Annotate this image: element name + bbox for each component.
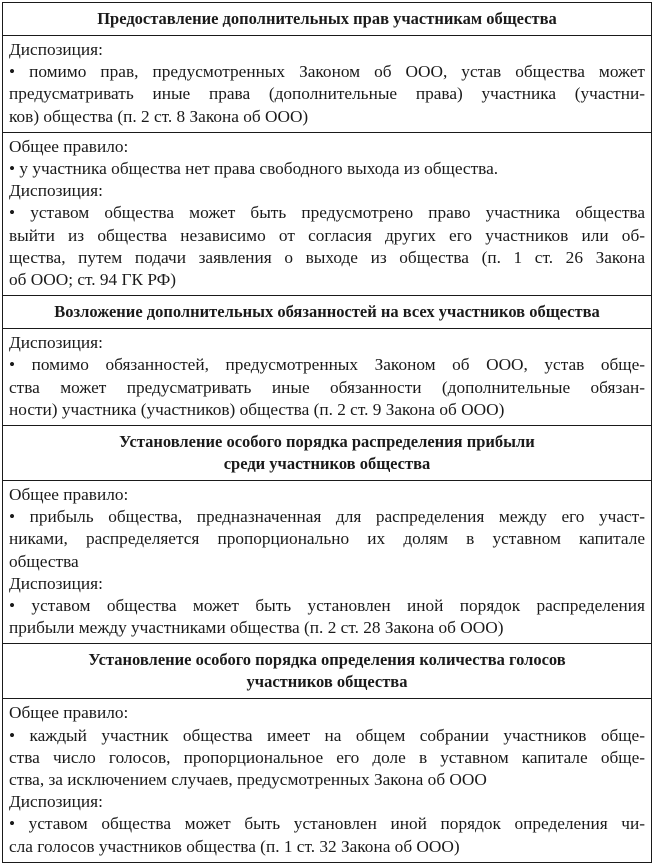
- text-line: ства, за исключением случаев, предусмотренных Закона об ООО: [9, 770, 487, 790]
- text-line: • у участника общества нет права свободного выхода из общества.: [9, 159, 499, 179]
- heading-line: Возложение дополнительных обязанностей на всех участников общества: [54, 302, 600, 322]
- text-line: • прибыль общества, предназначенная для распределения между его участ-: [9, 507, 645, 527]
- section-heading: [3, 425, 651, 480]
- document-table: [2, 2, 652, 863]
- text-line: Диспозиция:: [9, 792, 103, 812]
- text-line: никами, распределяется пропорционально их долям в уставном капитале: [9, 529, 645, 549]
- text-line: щества, путем подачи заявления о выходе из общества (п. 1 ст. 26 Закона: [9, 247, 645, 267]
- heading-line: Установление особого порядка определения количества голосов: [88, 650, 566, 670]
- text-line: Общее правило:: [9, 703, 129, 723]
- text-line: • уставом общества может быть установлен иной порядок распределения: [9, 596, 645, 616]
- text-line: Диспозиция:: [9, 333, 103, 353]
- section-body: [3, 35, 651, 132]
- text-line: • уставом общества может быть установлен иной порядок определения чи-: [9, 814, 645, 834]
- text-line: общества: [9, 551, 79, 571]
- text-line: Диспозиция:: [9, 181, 103, 201]
- text-line: • каждый участник общества имеет на общем собрании участников обще-: [9, 725, 645, 745]
- heading-line: Предоставление дополнительных прав участникам общества: [97, 9, 557, 28]
- text-line: • помимо прав, предусмотренных Законом об ООО, устав общества может: [9, 62, 645, 82]
- section-heading: [3, 295, 651, 328]
- text-line: • уставом общества может быть предусмотрено право участника общества: [9, 203, 645, 223]
- section-body: [3, 698, 651, 861]
- text-line: ства может предусматривать иные обязанности (дополнительные обязан-: [9, 377, 645, 397]
- text-line: выйти из общества независимо от согласия других его участников или об-: [9, 225, 645, 245]
- text-line: ства число голосов, пропорциональное его доле в уставном капитале обще-: [9, 747, 645, 767]
- text-line: предусматривать иные права (дополнительные права) участника (участни-: [9, 84, 645, 104]
- section-body: [3, 132, 651, 295]
- heading-line: участников общества: [246, 672, 408, 692]
- text-line: сла голосов участников общества (п. 1 ст. 32 Закона об ООО): [9, 836, 460, 856]
- text-line: ности) участника (участников) общества (п. 2 ст. 9 Закона об ООО): [9, 399, 505, 419]
- text-line: Диспозиция:: [9, 40, 103, 59]
- section-body: [3, 328, 651, 425]
- section-heading: [3, 3, 651, 35]
- text-line: об ООО; ст. 94 ГК РФ): [9, 270, 177, 290]
- heading-line: Установление особого порядка распределения прибыли: [119, 432, 535, 452]
- heading-line: среди участников общества: [223, 454, 431, 474]
- section-body: [3, 480, 651, 643]
- text-line: Диспозиция:: [9, 573, 103, 593]
- section-heading: [3, 643, 651, 698]
- text-line: Общее правило:: [9, 136, 129, 156]
- text-line: • помимо обязанностей, предусмотренных Законом об ООО, устав обще-: [9, 355, 645, 375]
- text-line: ков) общества (п. 2 ст. 8 Закона об ООО): [9, 106, 309, 126]
- text-line: прибыли между участниками общества (п. 2 ст. 28 Закона об ООО): [9, 618, 504, 638]
- text-line: Общее правило:: [9, 485, 129, 505]
